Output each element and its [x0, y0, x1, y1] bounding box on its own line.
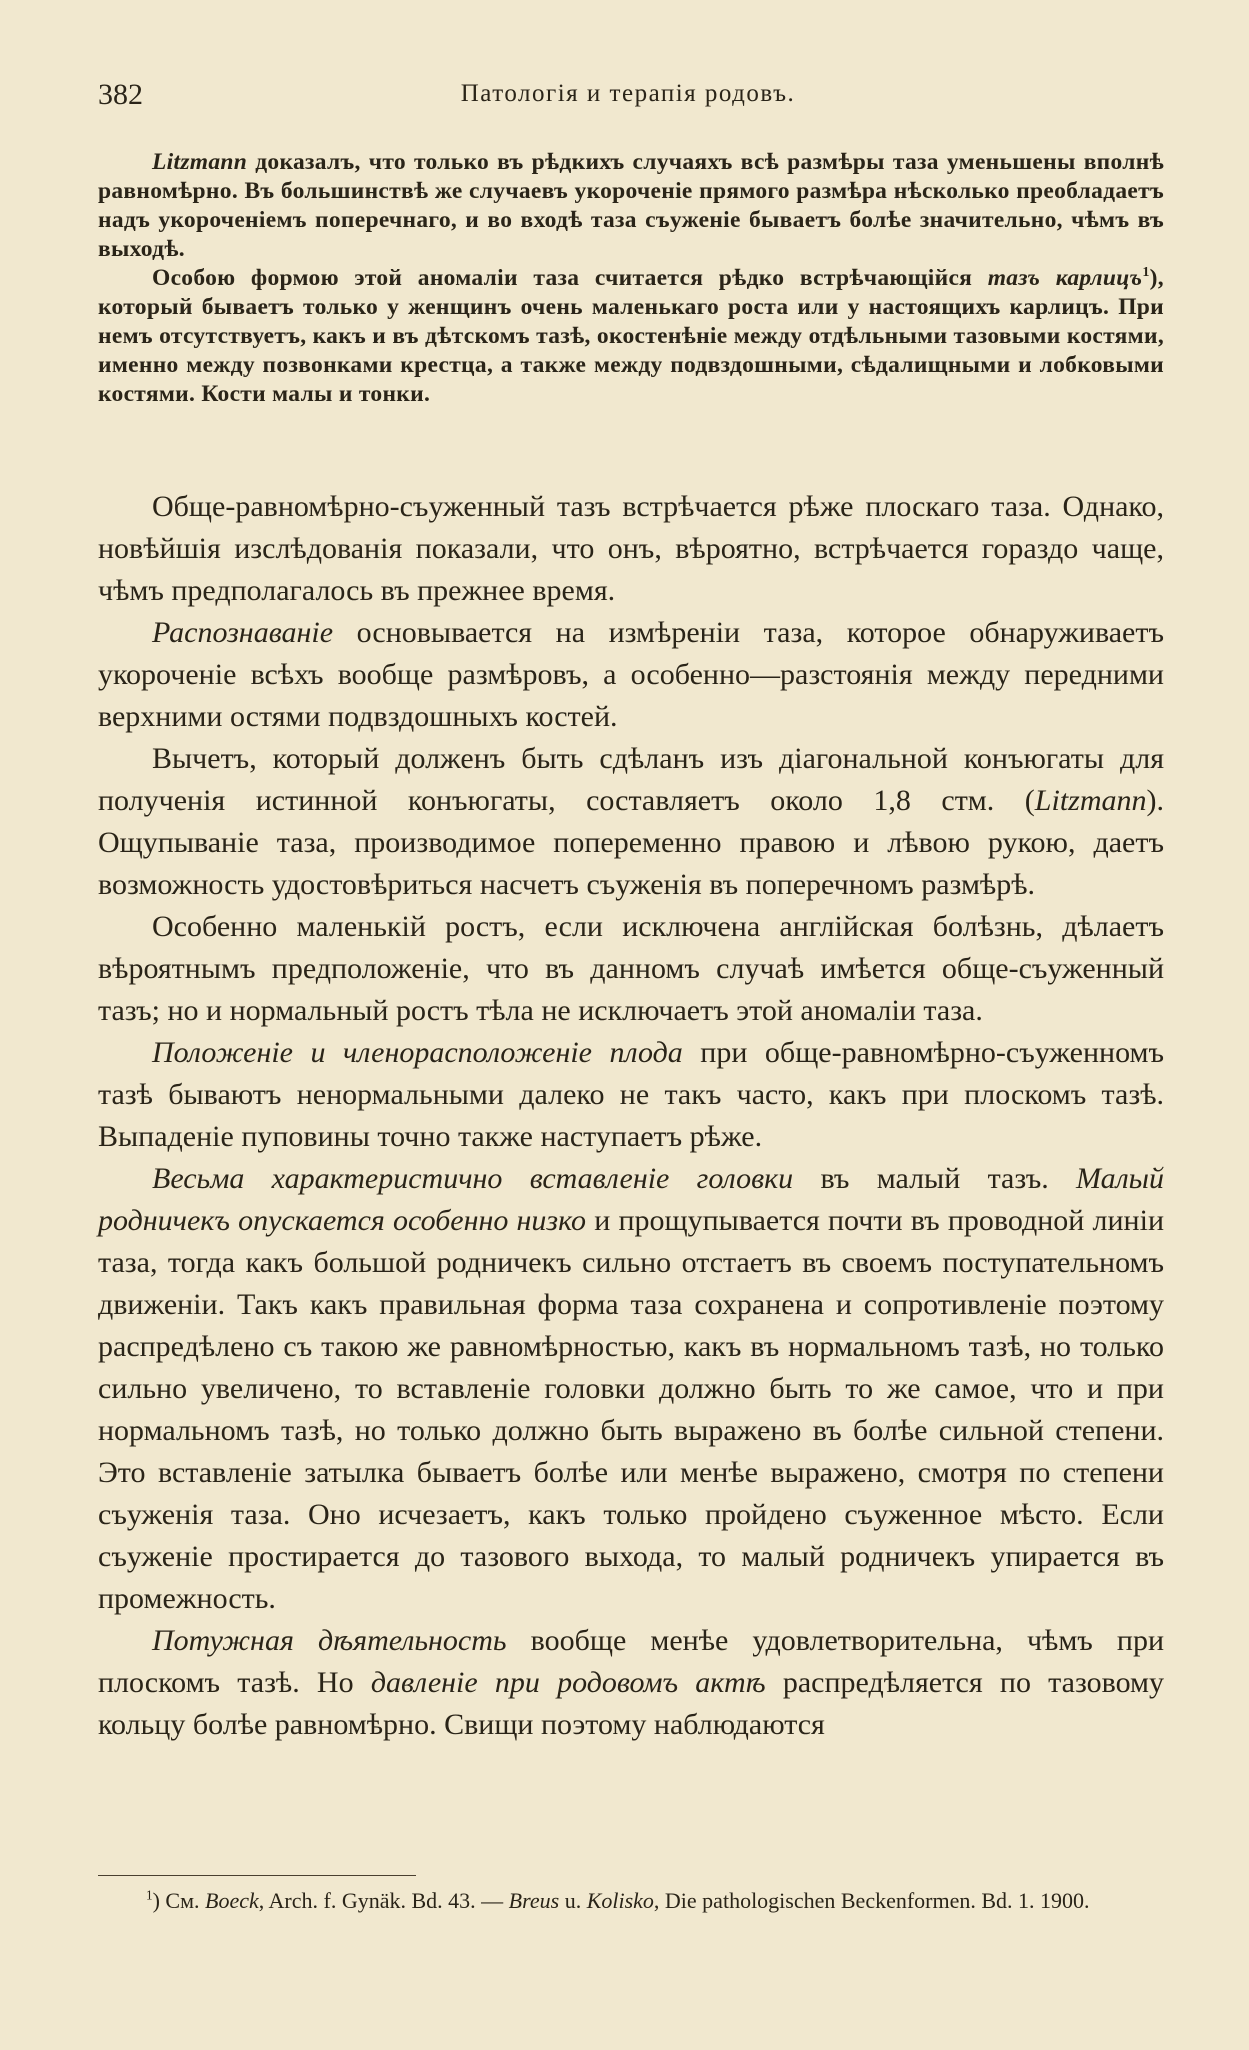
- footnote: $^1$) См. Boeck, Arch. f. Gynäk. Bd. 43. — Breus u. Kolisko, Die pathologischen Beckenformen. Bd. 1. 1900.: [146, 1887, 1090, 1913]
- running-title: Патологія и терапія родовъ.: [460, 80, 796, 107]
- paragraph: Особенно маленькій ростъ, если исключена англійская болѣзнь, дѣлаетъ вѣроятнымъ предположеніе, что въ данномъ случаѣ имѣется обще-съуженный тазъ; но и нормальный ростъ тѣла не исключаетъ этой аномаліи таза.: [98, 910, 1164, 1027]
- author-name: Litzmann: [1034, 784, 1147, 817]
- paragraph: Потужная дѣятельность вообще менѣе удовлетворительна, чѣмъ при плоскомъ тазѣ. Но давленіе при родовомъ актѣ распредѣляется по тазовому кольцу болѣе равномѣрно. Свищи поэтому наблюдаются: [98, 1624, 1165, 1741]
- page-number: 382: [98, 78, 143, 111]
- emphasis: давленіе при родовомъ актѣ: [370, 1666, 766, 1699]
- emphasis: Весьма характеристично вставленіе головки: [152, 1162, 794, 1195]
- paragraph: Распознаваніе основывается на измѣреніи таза, которое обнаруживаетъ укороченіе всѣхъ вообще размѣровъ, а особенно—разстоянія между передними верхними остями подвздошныхъ костей.: [98, 616, 1164, 733]
- author-name: Boeck: [205, 1888, 259, 1913]
- footnote-divider: [98, 1875, 416, 1876]
- paragraph: Положеніе и членорасположеніе плода при обще-равномѣрно-съуженномъ тазѣ бываютъ ненормальными далеко не такъ часто, какъ при плоскомъ тазѣ. Выпаденіе пуповины точно также наступаетъ рѣже.: [98, 1036, 1164, 1153]
- emphasis: Малый родничекъ опускается особенно низко: [98, 1162, 1164, 1237]
- emphasis: Распознаваніе: [152, 616, 334, 649]
- author-name: Breus: [508, 1888, 560, 1913]
- paragraph: Litzmann доказалъ, что только въ рѣдкихъ случаяхъ всѣ размѣры таза уменьшены вполнѣ равномѣрно. Въ большинствѣ же случаевъ укороченіе прямого размѣра нѣсколько преобладаетъ надъ укороченіемъ поперечнаго, и во входѣ таза съуженіе бываетъ болѣе значительно, чѣмъ въ выходѣ.: [98, 149, 1164, 262]
- paragraph: Обще-равномѣрно-съуженный тазъ встрѣчается рѣже плоскаго таза. Однако, новѣйшія изслѣдованія показали, что онъ, вѣроятно, встрѣчается гораздо чаще, чѣмъ предполагалось въ прежнее время.: [98, 490, 1164, 607]
- author-name: Litzmann: [152, 149, 248, 175]
- emphasis: Потужная дѣятельность: [152, 1624, 507, 1657]
- paragraph: Вычетъ, который долженъ быть сдѣланъ изъ діагональной конъюгаты для полученія истинной конъюгаты, составляетъ около 1,8 стм. (Litzmann). Ощупываніе таза, производимое попеременно правою и лѣвою рукою, даетъ возможность удостовѣриться насчетъ съуженія въ поперечномъ размѣрѣ.: [98, 742, 1164, 901]
- main-text-section: [98, 486, 1164, 1746]
- emphasis: тазъ карлицъ: [987, 265, 1143, 291]
- author-name: Kolisko: [586, 1888, 654, 1913]
- emphasis: Положеніе и членорасположеніе плода: [152, 1036, 683, 1069]
- footnote-ref[interactable]: 1: [1142, 264, 1150, 281]
- small-print-section: [98, 148, 1164, 409]
- paragraph: Особою формою этой аномаліи таза считается рѣдко встрѣчающійся тазъ карлицъ$^1$), который бываетъ только у женщинъ очень маленькаго роста или у настоящихъ карлицъ. При немъ отсутствуетъ, какъ и въ дѣтскомъ тазѣ, окостенѣніе между отдѣльными тазовыми костями, именно между позвонками крестца, а также между подвздошными, сѣдалищными и лобковыми костями. Кости малы и тонки.: [98, 264, 1164, 407]
- footnote-mark: 1: [146, 1887, 153, 1903]
- paragraph: Весьма характеристично вставленіе головки въ малый тазъ. Малый родничекъ опускается особенно низко и прощупывается почти въ проводной линіи таза, тогда какъ большой родничекъ сильно отстаетъ въ своемъ поступательномъ движеніи. Такъ какъ правильная форма таза сохранена и сопротивленіе поэтому распредѣлено съ такою же равномѣрностью, какъ въ нормальномъ тазѣ, но только сильно увеличено, то вставленіе головки должно быть то же самое, что и при нормальномъ тазѣ, но только должно быть выражено въ болѣе сильной степени. Это вставленіе затылка бываетъ болѣе или менѣе выражено, смотря по степени съуженія таза. Оно исчезаетъ, какъ только пройдено съуженное мѣсто. Если съуженіе простирается до тазового выхода, то малый родничекъ упирается въ промежность.: [98, 1162, 1164, 1615]
- page-header: [98, 78, 1158, 118]
